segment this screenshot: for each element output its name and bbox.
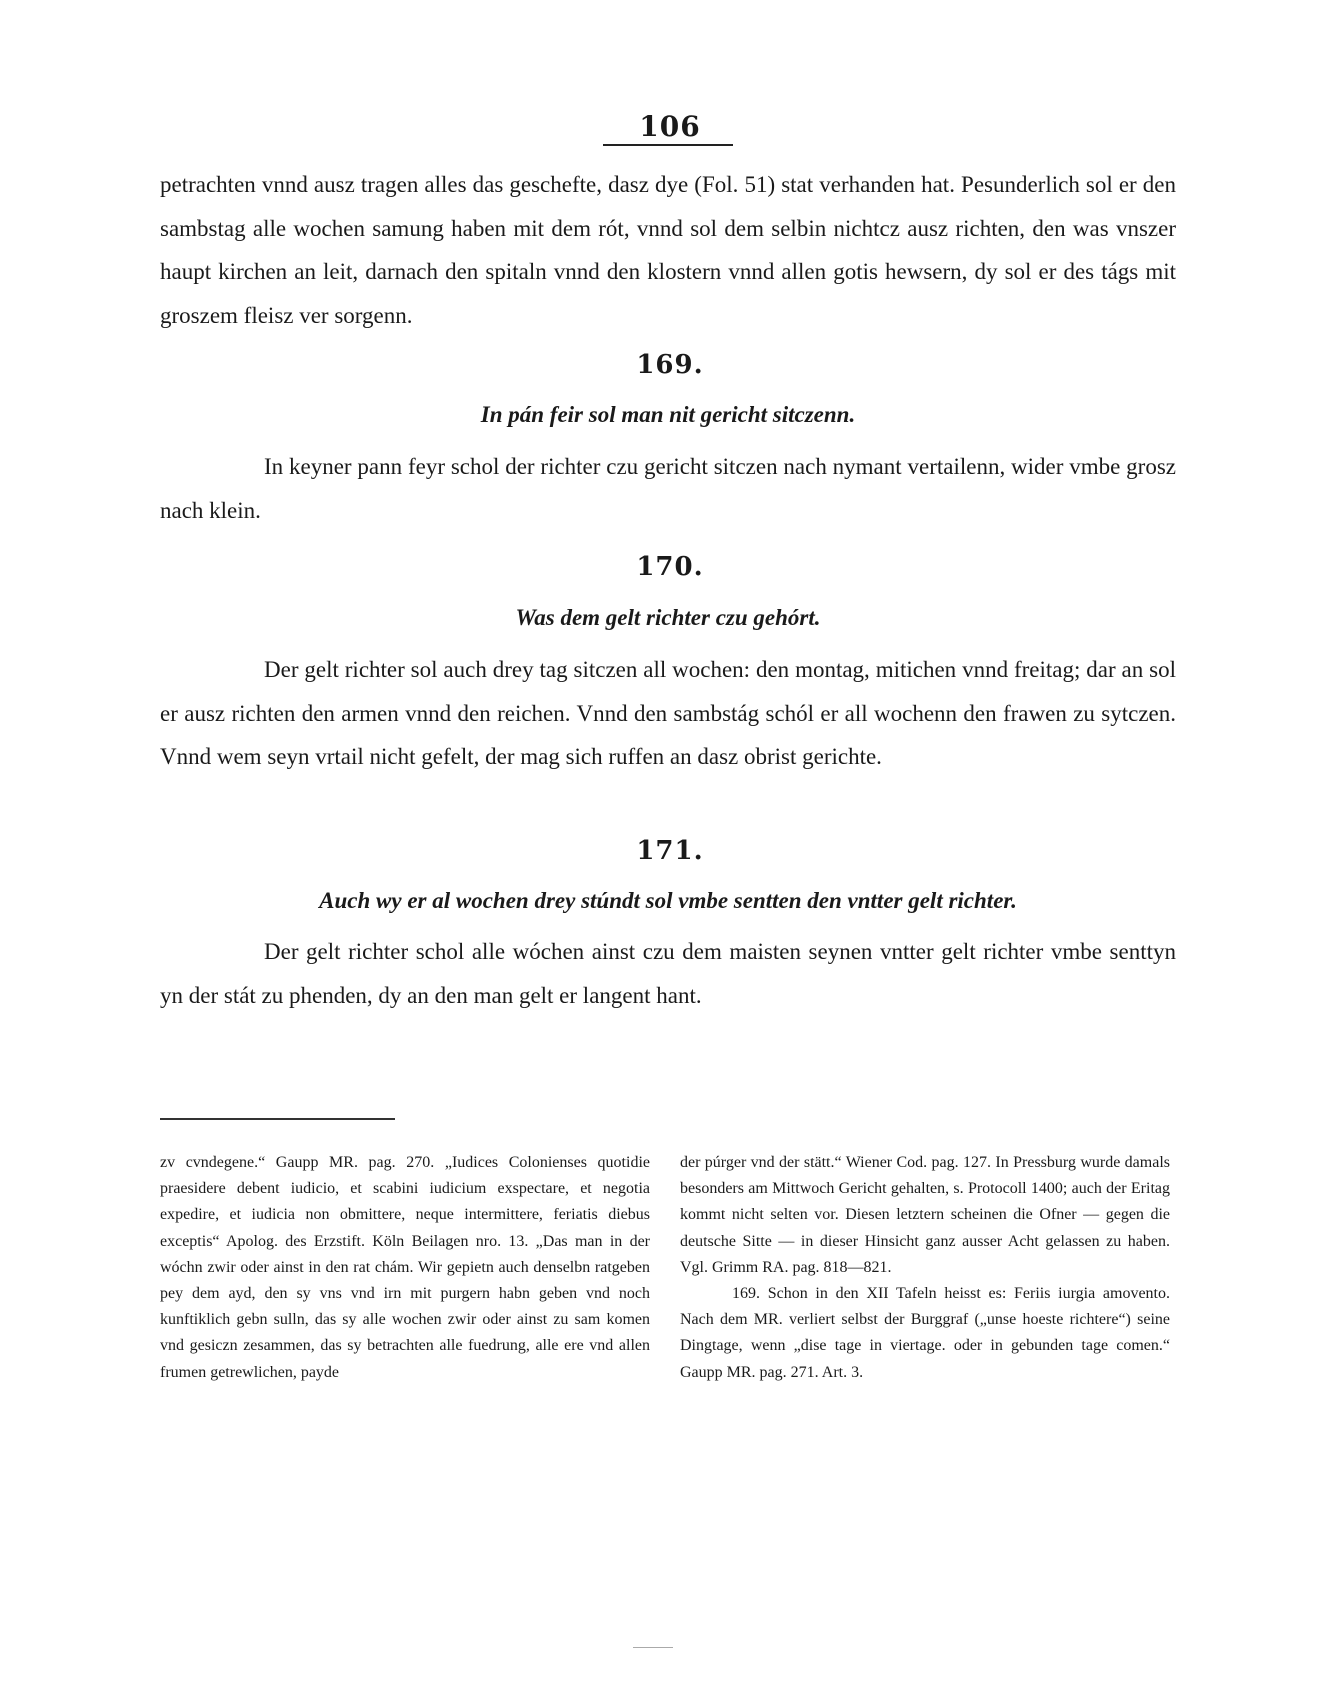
footnote-left-text: zv cvndegene.“ Gaupp MR. pag. 270. „Iudices Colonienses quotidie praesidere debent iudicio, et scabini iudicium exspectare, et negotia expedire, et iudicia non obmittere, neque intermittere, feriatis diebus exceptis“ Apolog. des Erzstift. Köln Beilagen nro. 13. „Das man in der wóchn zwir oder ainst in den rat chám. Wir gepietn auch denselbn ratgeben pey dem ayd, den sy vns vnd irn mit purgern habn geben vnd noch kunftiklich gebn sulln, das sy alle wochen zwir oder ainst zu sam komen vnd gesiczn zesammen, das sy betrachten alle fuedrung, alle ere vnd allen frumen getrewlichen, payde — [160, 1154, 650, 1381]
section-text-169: In keyner pann feyr schol der richter czu gericht sitczen nach nymant vertailenn, wider vmbe grosz nach klein. — [160, 454, 1176, 523]
section-title-171: Auch wy er al wochen drey stúndt sol vmbe sentten den vntter gelt richter. — [319, 888, 1017, 913]
footnote-right-text-2: 169. Schon in den XII Tafeln heisst es: Feriis iurgia amovento. Nach dem MR. verliert selbst der Burggraf („unse hoeste richtere“) seine Dingtage, wenn „dise tage in viertage. oder in gebunden tage comen.“ Gaupp MR. pag. 271. Art. 3. — [680, 1285, 1170, 1381]
page-number: 106 — [639, 110, 701, 143]
section-text-171: Der gelt richter schol alle wóchen ainst czu dem maisten seynen vntter gelt richter vmbe senttyn yn der stát zu phenden, dy an den man gelt er langent hant. — [160, 939, 1176, 1008]
section-number-171: 171. — [636, 836, 704, 866]
section-number-170: 170. — [636, 552, 704, 582]
section-title-170: Was dem gelt richter czu gehórt. — [515, 605, 821, 630]
section-text-170: Der gelt richter sol auch drey tag sitczen all wochen: den montag, mitichen vnnd freitag; dar an sol er ausz richten den armen vnnd den reichen. Vnnd den sambstág schól er all wochenn den frawen zu sytczen. Vnnd wem seyn vrtail nicht gefelt, der mag sich ruffen an dasz obrist gerichte. — [160, 657, 1176, 769]
section-title-169: In pán feir sol man nit gericht sitczenn. — [480, 402, 856, 427]
footnote-column-left — [160, 1150, 650, 1386]
footnote-column-right — [680, 1150, 1170, 1386]
page-number-rule — [603, 144, 733, 146]
section-number-169: 169. — [636, 350, 704, 380]
footnote-rule — [160, 1118, 395, 1120]
intro-paragraph: petrachten vnnd ausz tragen alles das geschefte, dasz dye (Fol. 51) stat verhanden hat. Pesunderlich sol er den sambstag alle wochen samung haben mit dem rót, vnnd sol dem selbin nichtcz ausz richten, den was vnszer haupt kirchen an leit, darnach den spitaln vnnd den klostern vnnd allen gotis hewsern, dy sol er des tágs mit groszem fleisz ver sorgenn. — [160, 172, 1176, 328]
bottom-mark — [633, 1647, 673, 1648]
footnote-right-text-1: der púrger vnd der stätt.“ Wiener Cod. pag. 127. In Pressburg wurde damals besonders am Mittwoch Gericht gehalten, s. Protocoll 1400; auch der Eritag kommt nicht selten vor. Diesen letztern scheinen die Ofner — gegen die deutsche Sitte — in dieser Hinsicht ganz ausser Acht gelassen zu haben. Vgl. Grimm RA. pag. 818—821. — [680, 1154, 1170, 1276]
